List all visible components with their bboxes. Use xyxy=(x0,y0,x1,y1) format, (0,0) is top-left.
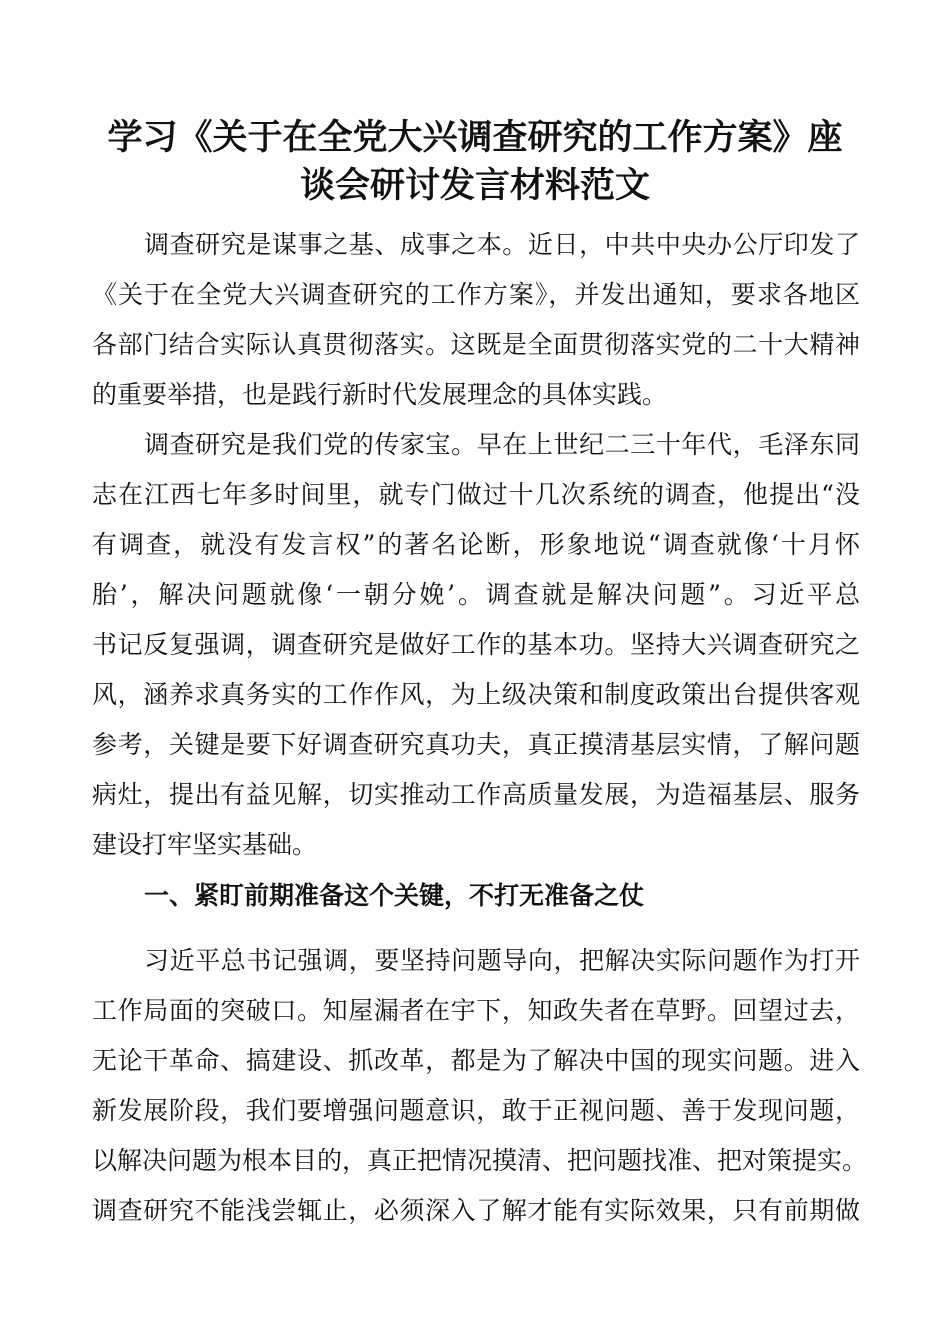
text-line: 胎’，解决问题就像‘一朝分娩’。调查就是解决问题”。习近平总 xyxy=(92,580,860,609)
paragraph-intro xyxy=(92,226,860,426)
text-line: 以解决问题为根本目的，真正把情况摸清、把问题找准、把对策提实。 xyxy=(92,1146,868,1175)
text-line: 工作局面的突破口。知屋漏者在宇下，知政失者在草野。回望过去， xyxy=(92,996,860,1025)
document-title xyxy=(60,114,890,210)
text-line: 调查研究是谋事之基、成事之本。近日，中共中央办公厅印发了 xyxy=(144,230,860,259)
text-line: 习近平总书记强调，要坚持问题导向，把解决实际问题作为打开 xyxy=(144,946,860,975)
text-line: 参考，关键是要下好调查研究真功夫，真正摸清基层实情，了解问题 xyxy=(92,730,860,759)
title-line-2: 谈会研讨发言材料范文 xyxy=(299,166,650,206)
text-line: 志在江西七年多时间里，就专门做过十几次系统的调查，他提出“没 xyxy=(92,480,860,509)
text-line: 调查研究不能浅尝辄止，必须深入了解才能有实际效果，只有前期做 xyxy=(92,1196,860,1225)
text-line: 《关于在全党大兴调查研究的工作方案》，并发出通知，要求各地区 xyxy=(92,280,860,309)
text-line: 调查研究是我们党的传家宝。早在上世纪二三十年代，毛泽东同 xyxy=(144,430,860,459)
text-line: 建设打牢坚实基础。 xyxy=(92,830,318,859)
text-line: 书记反复强调，调查研究是做好工作的基本功。坚持大兴调查研究之 xyxy=(92,630,860,659)
text-line: 风，涵养求真务实的工作作风，为上级决策和制度政策出台提供客观 xyxy=(92,680,860,709)
section-heading: 一、紧盯前期准备这个关键，不打无准备之仗 xyxy=(144,881,645,910)
text-line: 无论干革命、搞建设、抓改革，都是为了解决中国的现实问题。进入 xyxy=(92,1046,860,1075)
text-line: 有调查，就没有发言权”的著名论断，形象地说“调查就像‘十月怀 xyxy=(92,530,860,559)
title-line-1: 学习《关于在全党大兴调查研究的工作方案》座 xyxy=(107,118,843,158)
document-body xyxy=(92,226,868,1242)
text-line: 的重要举措，也是践行新时代发展理念的具体实践。 xyxy=(92,380,668,409)
text-line: 新发展阶段，我们要增强问题意识，敢于正视问题、善于发现问题， xyxy=(92,1096,860,1125)
paragraph-history xyxy=(92,426,860,876)
text-line: 各部门结合实际认真贯彻落实。这既是全面贯彻落实党的二十大精神 xyxy=(92,330,860,359)
text-line: 病灶，提出有益见解，切实推动工作高质量发展，为造福基层、服务 xyxy=(92,780,860,809)
paragraph-section-1 xyxy=(92,942,868,1242)
